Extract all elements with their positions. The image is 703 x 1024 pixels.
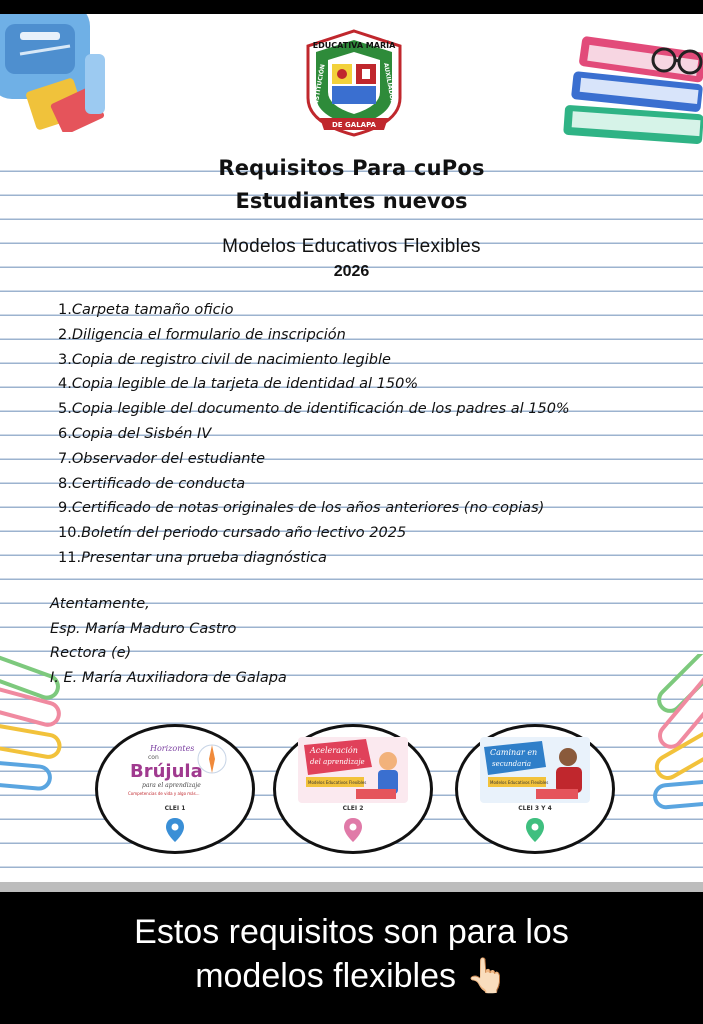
divider-strip: [0, 882, 703, 892]
signer-role: Rectora (e): [50, 645, 132, 662]
year: 2026: [333, 263, 370, 280]
list-item: 10.Boletín del periodo cursado año lectivo 2025: [58, 525, 407, 542]
crest-top-text: EDUCATIVA MARÍA: [312, 41, 396, 50]
signature-block: [50, 594, 287, 692]
svg-text:secundaria: secundaria: [492, 760, 532, 768]
list-item: 6.Copia del Sisbén IV: [58, 425, 212, 442]
list-item: 1.Carpeta tamaño oficio: [58, 302, 234, 318]
title-line-1: Requisitos Para cuPos: [218, 156, 485, 180]
list-item: 3.Copia de registro civil de nacimiento legible: [58, 351, 391, 368]
crest-right-text: AUXILIADORA: [382, 62, 397, 110]
svg-text:con: con: [148, 754, 159, 761]
caption-line-1: Estos requisitos son para los: [134, 913, 569, 951]
list-item: 7.Observador del estudiante: [58, 450, 266, 467]
aceleracion-logo: [298, 737, 408, 803]
school-crest-logo: [300, 28, 408, 138]
clei-label: CLEI 3 Y 4: [518, 805, 552, 812]
crest-bottom-text: DE GALAPA: [332, 121, 376, 129]
title-line-2: Estudiantes nuevos: [235, 189, 468, 213]
crest-left-text: INSTITUCIÓN: [312, 63, 327, 108]
program-card-aceleracion: [273, 724, 433, 854]
backpack-illustration: [0, 14, 115, 132]
signer-name: Esp. María Maduro Castro: [50, 620, 237, 637]
svg-text:Horizontes: Horizontes: [150, 744, 195, 753]
list-item: 11.Presentar una prueba diagnóstica: [58, 549, 327, 566]
location-pin-icon: [343, 817, 363, 843]
brujula-logo: [120, 737, 230, 803]
subtitle: Modelos Educativos Flexibles: [222, 236, 481, 257]
caption-line-2: modelos flexibles 👆🏻: [195, 957, 508, 995]
location-pin-icon: [525, 817, 545, 843]
list-item: 9.Certificado de notas originales de los años anteriores (no copias): [58, 500, 545, 517]
list-item: 8.Certificado de conducta: [58, 475, 246, 492]
list-item: 4.Copia legible de la tarjeta de identidad al 150%: [58, 376, 419, 393]
flyer-page: [0, 14, 703, 882]
svg-text:Aceleración: Aceleración: [310, 746, 358, 755]
program-card-brujula: [95, 724, 255, 854]
institution-name: I. E. María Auxiliadora de Galapa: [50, 669, 287, 686]
svg-text:del aprendizaje: del aprendizaje: [310, 758, 365, 766]
list-item: 5.Copia legible del documento de identificación de los padres al 150%: [58, 401, 570, 418]
clei-label: CLEI 1: [164, 805, 186, 812]
svg-text:para el aprendizaje: para el aprendizaje: [142, 782, 201, 789]
paper-clips-right-decoration: [640, 654, 703, 814]
top-black-bar: [0, 0, 703, 14]
program-card-caminar: [455, 724, 615, 854]
requirements-list: [58, 300, 570, 573]
closing-text: Atentamente,: [50, 596, 150, 612]
svg-text:Competencias de vida y algo má: Competencias de vida y algo más...: [128, 791, 200, 796]
svg-text:Brújula: Brújula: [130, 761, 203, 782]
svg-text:Modelos Educativos Flexibles: Modelos Educativos Flexibles: [490, 780, 549, 785]
list-item: 2.Diligencia el formulario de inscripción: [58, 326, 346, 343]
story-caption: [0, 892, 703, 1024]
svg-text:Modelos Educativos Flexibles: Modelos Educativos Flexibles: [308, 780, 367, 785]
caminar-logo: [480, 737, 590, 803]
clei-label: CLEI 2: [342, 805, 364, 812]
svg-text:Caminar en: Caminar en: [490, 748, 538, 757]
location-pin-icon: [165, 817, 185, 843]
books-illustration: [560, 26, 703, 154]
